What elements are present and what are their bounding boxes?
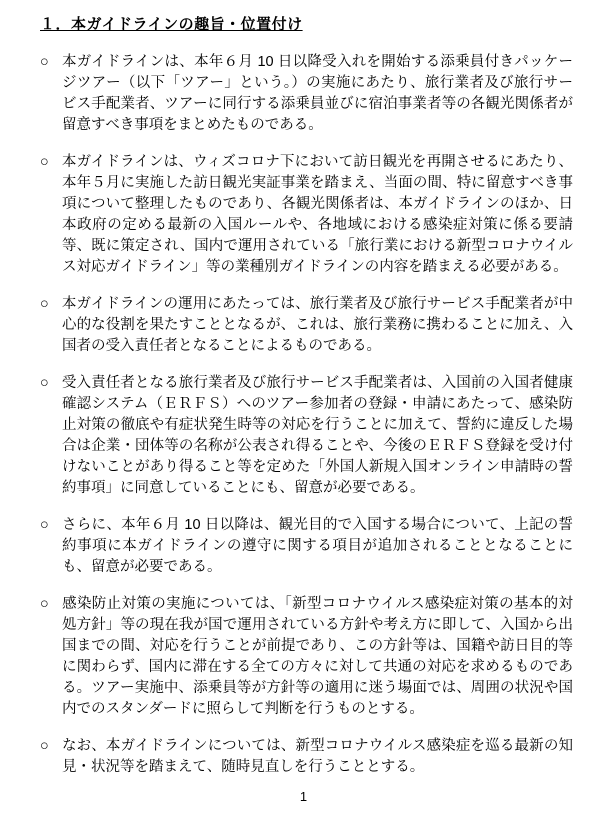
paragraph [40, 594, 573, 720]
document-title: １．本ガイドラインの趣旨・位置付け [40, 16, 303, 33]
bullet-marker: ○ [40, 738, 49, 754]
paragraph [40, 736, 573, 778]
bullet-marker: ○ [40, 54, 50, 70]
paragraph-text: 本ガイドラインの運用にあたっては、旅行業者及び旅行サービス手配業者が中心的な役割を果たすこととなるが、これは、旅行業務に携わることに加え、入国者の受入責任者となることによるものである。 [61, 296, 573, 354]
paragraph-text: 本ガイドラインは、ウィズコロナ下において訪日観光を再開させるにあたり、本年５月に実施した訪日観光実証事業を踏まえ、当面の間、特に留意すべき事項について整理したものであり、各観光関係者は、本ガイドラインのほか、日本政府の定める最新の入国ルールや、各地域における感染症対策に係る要請等、既に策定され、国内で運用されている「旅行業における新型コロナウイルス対応ガイドライン」等の業種別ガイドラインの内容を踏まえる必要がある。 [61, 154, 573, 275]
bullet-marker: ○ [40, 375, 49, 391]
bullet-marker: ○ [40, 517, 50, 533]
paragraph-text: なお、本ガイドラインについては、新型コロナウイルス感染症を巡る最新の知見・状況等を踏まえて、随時見直しを行うこととする。 [61, 738, 574, 775]
paragraph [40, 52, 573, 136]
paragraph-text: 本ガイドラインは、本年６月 10 日以降受入れを開始する添乗員付きパッケージツアー（以下「ツアー」という。）の実施にあたり、旅行業者及び旅行サービス手配業者、ツアーに同行する添乗員並びに宿泊事業者等の各観光関係者が留意すべき事項をまとめたものである。 [62, 54, 573, 133]
paragraph-text: 受入責任者となる旅行業者及び旅行サービス手配業者は、入国前の入国者健康確認システム（ＥＲＦＳ）へのツアー参加者の登録・申請にあたって、感染防止対策の徹底や有症状発生時等の対応を行うことに加えて、誓約に違反した場合は企業・団体等の名称が公表され得ることや、今後のＥＲＦＳ登録を受け付けないことがあり得ること等を定めた「外国人新規入国オンライン申請時の誓約事項」に同意していることにも、留意が必要である。 [61, 375, 573, 496]
bullet-marker: ○ [40, 154, 49, 170]
paragraph [40, 515, 573, 578]
paragraph [40, 373, 573, 499]
page-number: 1 [299, 789, 308, 804]
bullet-marker: ○ [40, 596, 50, 612]
paragraph [40, 294, 573, 357]
paragraph-text: 感染防止対策の実施については、「新型コロナウイルス感染症対策の基本的対処方針」等の現在我が国で運用されている方針や考え方に即して、入国から出国までの間、対応を行うことが前提であり、この方針等は、国籍や訪日目的等に関わらず、国内に滞在する全ての方々に対して共通の対応を求めるものである。ツアー実施中、添乗員等が方針等の適用に迷う場面では、周囲の状況や国内でのスタンダードに照らして判断を行うものとする。 [62, 596, 573, 717]
paragraph-text: さらに、本年６月 10 日以降は、観光目的で入国する場合について、上記の誓約事項に本ガイドラインの遵守に関する項目が追加されることとなることにも、留意が必要である。 [62, 517, 573, 575]
bullet-marker: ○ [40, 296, 49, 312]
paragraph [40, 152, 573, 278]
